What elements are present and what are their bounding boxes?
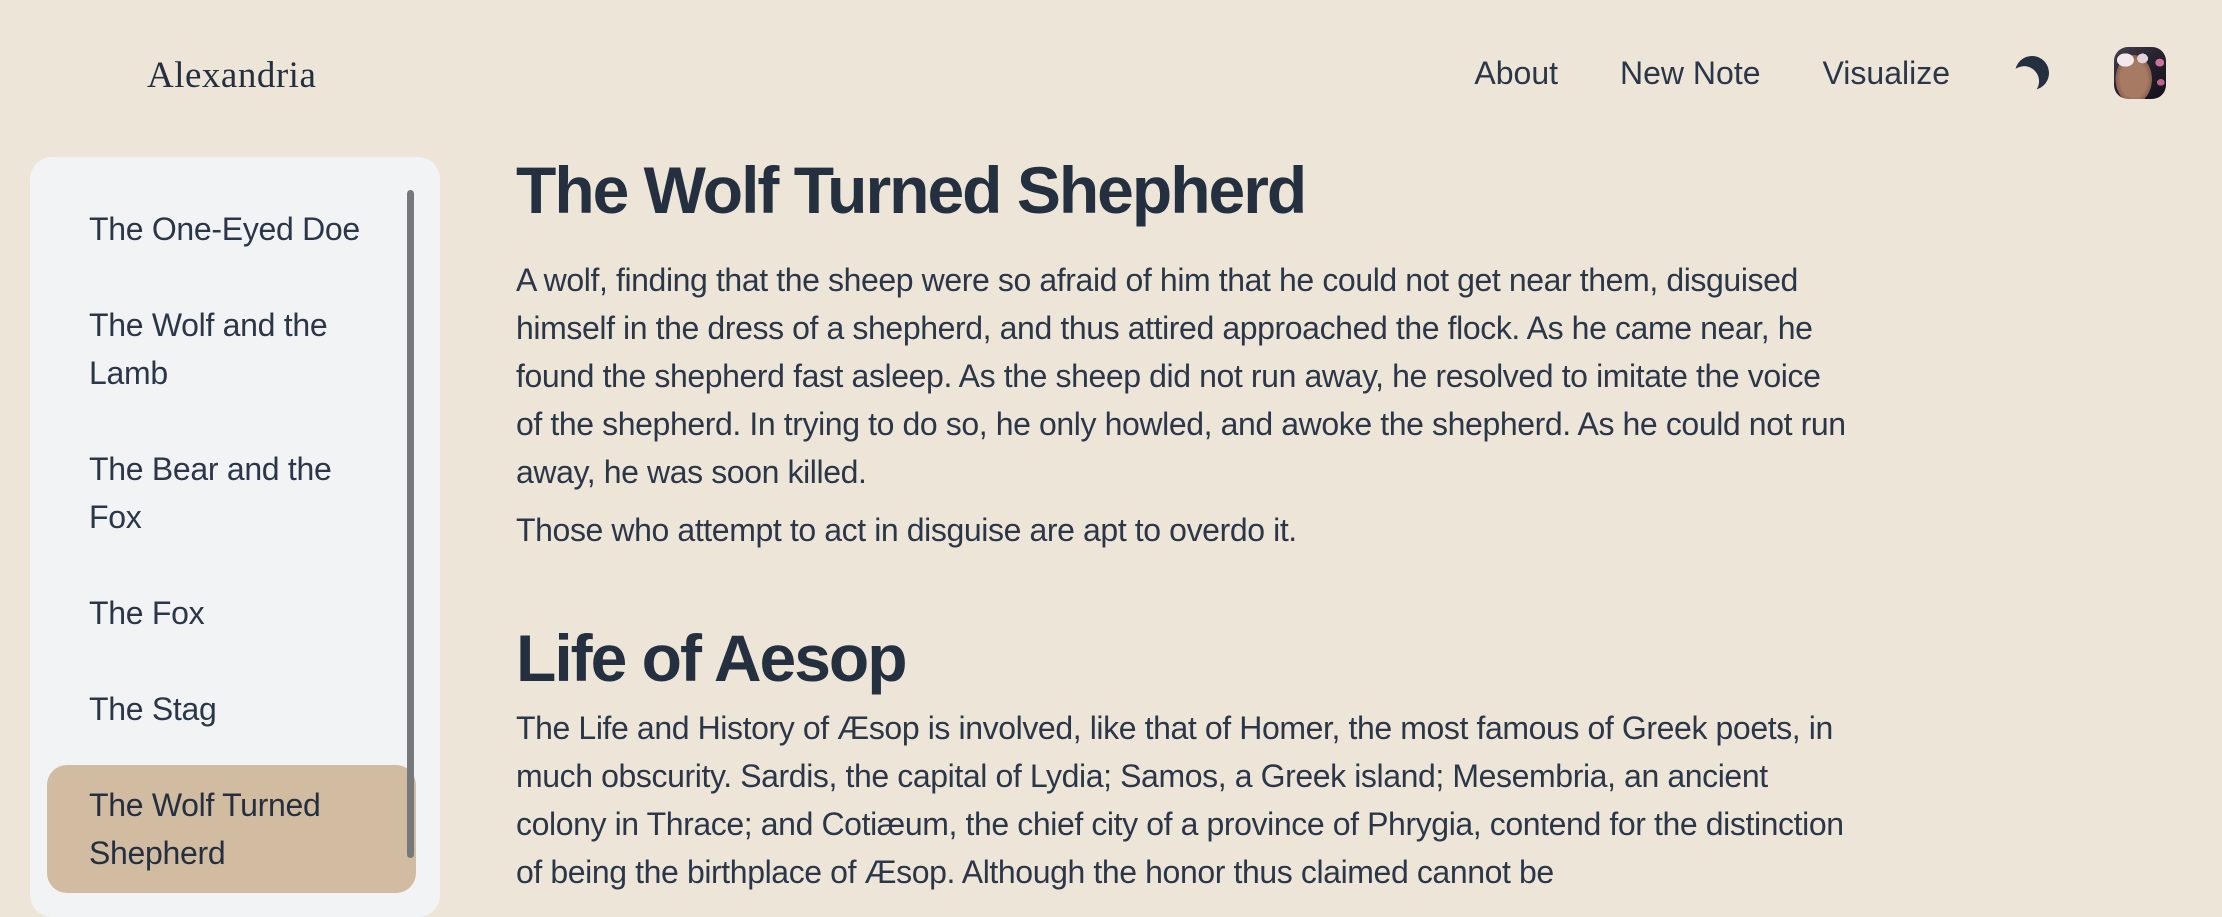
nav-item-about[interactable]: About — [1474, 54, 1559, 91]
fable-section — [516, 150, 1846, 554]
life-of-aesop-section — [516, 618, 1846, 896]
notes-sidebar — [30, 157, 440, 917]
sidebar-item[interactable]: The Stag — [89, 691, 217, 727]
avatar[interactable] — [2114, 47, 2166, 99]
sidebar-item[interactable]: The Bear and the Fox — [89, 451, 332, 535]
note-content — [516, 150, 1846, 906]
fable-paragraph: A wolf, finding that the sheep were so afraid of him that he could not get near them, disguised himself in the dress of a shepherd, and thus attired approached the flock. As he came near, he found the shepherd fast asleep. As the sheep did not run away, he resolved to imitate the voice of the shepherd. In trying to do so, he only howled, and awoke the shepherd. As he could not run away, he was soon killed. — [516, 262, 1846, 490]
app-logo[interactable]: Alexandria — [147, 55, 317, 96]
nav-item-visualize[interactable]: Visualize — [1822, 54, 1950, 91]
note-title: The Wolf Turned Shepherd — [516, 153, 1306, 227]
theme-toggle-button[interactable] — [2012, 53, 2052, 93]
main-nav — [1474, 47, 2166, 99]
life-paragraph: The Life and History of Æsop is involved, like that of Homer, the most famous of Greek poets, in much obscurity. Sardis, the capital of Lydia; Samos, a Greek island; Mesembria, an ancient colony in Thrace; and Cotiæum, the chief city of a province of Phrygia, contend for the distinction of being the birthplace of Æsop. Although the honor thus claimed cannot be — [516, 710, 1844, 890]
sidebar-item[interactable]: The Fox — [89, 595, 205, 631]
moon-icon — [2013, 54, 2051, 92]
section-title: Life of Aesop — [516, 621, 906, 695]
sidebar-item[interactable]: The One-Eyed Doe — [89, 211, 360, 247]
sidebar-scrollbar-thumb[interactable] — [407, 190, 414, 858]
nav-item-new-note[interactable]: New Note — [1620, 54, 1761, 91]
sidebar-item-selected[interactable]: The Wolf Turned Shepherd — [47, 765, 416, 893]
sidebar-item[interactable]: The Wolf and the Lamb — [89, 307, 328, 391]
fable-moral: Those who attempt to act in disguise are apt to overdo it. — [516, 512, 1297, 548]
